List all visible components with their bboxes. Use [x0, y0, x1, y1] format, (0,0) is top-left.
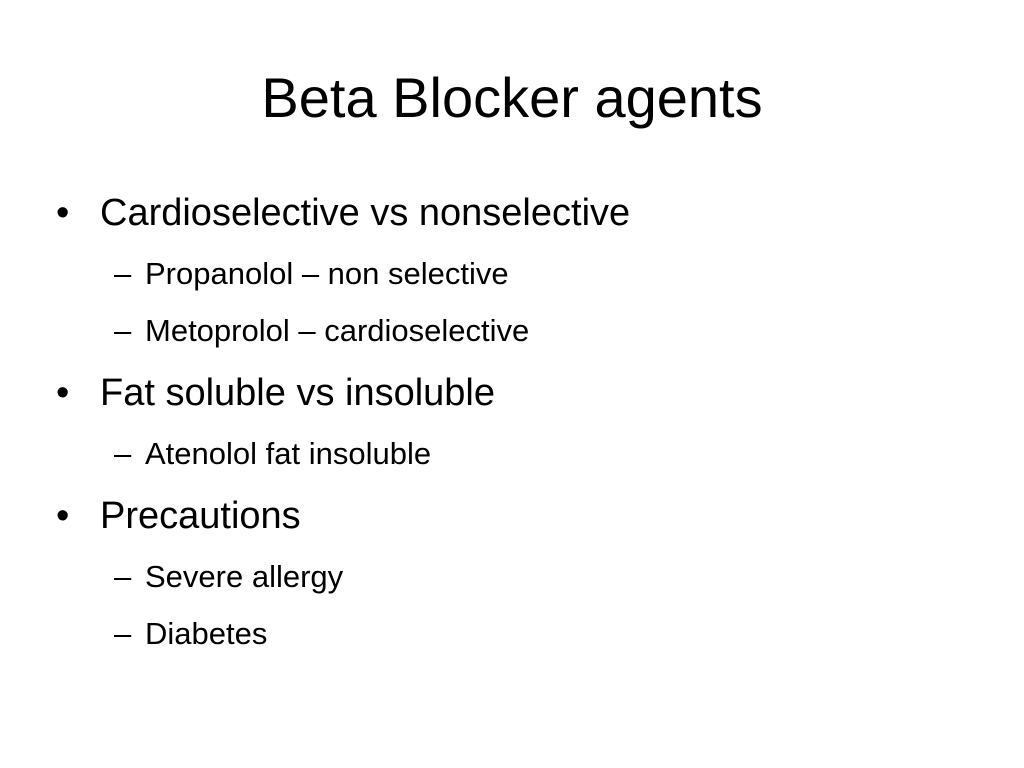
bullet-text: Precautions [100, 495, 301, 537]
sub-bullet-text: Diabetes [145, 616, 268, 651]
bullet-item [56, 494, 301, 538]
slide-title: Beta Blocker agents [261, 66, 763, 129]
bullet-item [56, 371, 495, 415]
sub-bullet-text: Metoprolol – cardioselective [145, 313, 530, 348]
bullet-item [56, 191, 630, 235]
bullet-text: Fat soluble vs insoluble [100, 372, 495, 414]
bullet-marker: • [56, 192, 70, 234]
sub-bullet-item [114, 313, 529, 349]
sub-bullet-marker: – [114, 256, 132, 291]
sub-bullet-item [114, 559, 343, 595]
bullet-marker: • [56, 372, 70, 414]
sub-bullet-item [114, 256, 509, 292]
sub-bullet-text: Severe allergy [145, 559, 344, 594]
sub-bullet-text: Atenolol fat insoluble [145, 436, 432, 471]
sub-bullet-marker: – [114, 559, 132, 594]
sub-bullet-marker: – [114, 616, 132, 651]
bullet-text: Cardioselective vs nonselective [100, 192, 631, 234]
sub-bullet-item [114, 616, 267, 652]
bullet-marker: • [56, 495, 70, 537]
sub-bullet-text: Propanolol – non selective [145, 256, 509, 291]
sub-bullet-marker: – [114, 313, 132, 348]
sub-bullet-marker: – [114, 436, 132, 471]
sub-bullet-item [114, 436, 431, 472]
